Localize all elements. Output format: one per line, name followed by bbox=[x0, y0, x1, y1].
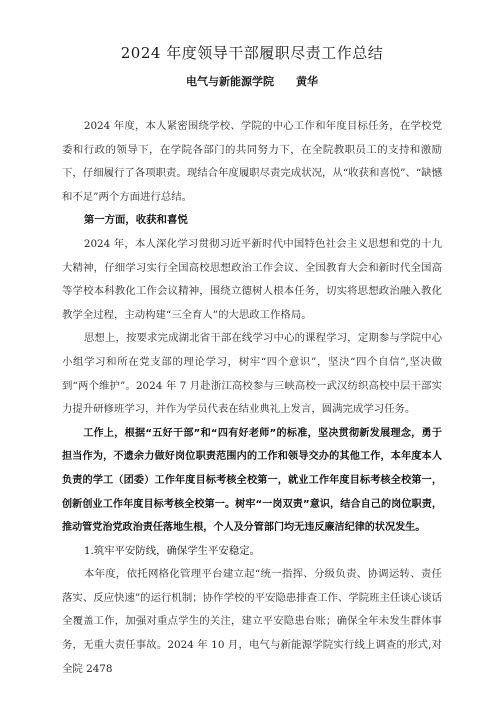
intro-paragraph: 2024 年度，本人紧密围绕学校、学院的中心工作和年度目标任务，在学校党委和行政的领导下，在学院各部门的共同努力下，在全院教职员工的支持和激励下，仔细履行了各项职责。现结合年度履职尽责完成状况，从“收获和喜悦”、“缺憾和不足”两个方面进行总结。 bbox=[62, 120, 442, 203]
author-name: 黄华 bbox=[296, 75, 318, 88]
bold-paragraph: 工作上，根据“五好干部”和“四有好老师”的标准，坚决贯彻新发展理念，勇于担当作为，不遗余力做好岗位职责范围内的工作和领导交办的其他工作，本年度本人负责的学工（团委）工作年度目标考核全校第一，就业工作年度目标考核全校第一，创新创业工作年度目标考核全校第一。树牢“一岗双责”意识，结合自己的岗位职责，推动管党治党政治责任落地生根，个人及分管部门均无违反廉洁纪律的状况发生。 bbox=[62, 427, 442, 534]
section-heading-gains: 第一方面，收获和喜悦 bbox=[83, 214, 188, 227]
body-paragraph: 思想上，按要求完成湖北省干部在线学习中心的课程学习，定期参与学院中心小组学习和所在党支部的理论学习，树牢“四个意识”，坚決“四个自信”,坚决做到“两个维护”。2024 年 7 月赴浙江高校参与三峡高校一武汉纺织高校中层干部实力提升研修班学习，并作为学员代表在结业典礼上发言，圆满完成学习任务。 bbox=[62, 332, 442, 416]
body-paragraph: 本年度，依托网格化管理平台建立起“统一指挥、分级负责、协调运转、责任落实、反应快速”的运行机制；协作学校的平安隐患排查工作、学院班主任谈心谈话全覆盖工作，加强对重点学生的关注，建立平安隐患台账；确保全年未发生群体事务，无重大责任事故。2024 年 10 月，电气与新能源学院实行线上调查的形式,对全院 2478 bbox=[62, 568, 442, 675]
body-paragraph: 2024 年，本人深化学习贯彻习近平新时代中国特色社会主义思想和党的十九大精神，仔细学习实行全国高校思想政治工作会议、全国教育大会和新时代全国高等学校本科教化工作会议精神，围绕立德树人根本任务，切实将思想政治融入教化教学全过程，主动构建“三全育人”的大思政工作格局。 bbox=[62, 237, 442, 321]
subsection-heading-safety: 1.筑牢平安防线，确保学生平安稳定。 bbox=[83, 544, 260, 557]
document-title: 2024 年度领导干部履职尽责工作总结 bbox=[120, 44, 384, 62]
document-byline bbox=[62, 73, 442, 89]
author-unit: 电气与新能源学院 bbox=[186, 75, 274, 88]
